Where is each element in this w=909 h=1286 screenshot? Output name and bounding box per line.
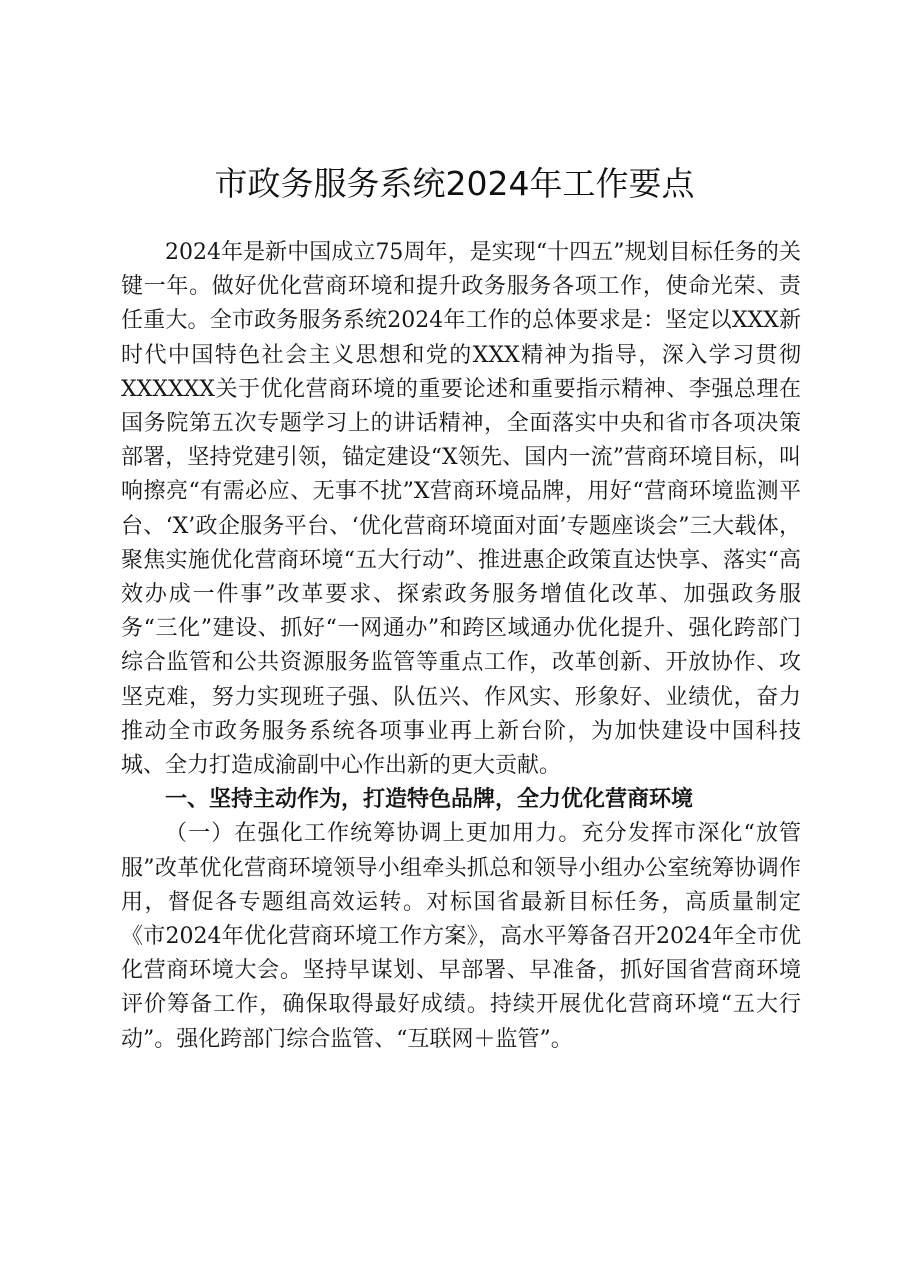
- document-body: [121, 236, 801, 1057]
- document-title: 市政务服务系统2024年工作要点: [214, 164, 695, 203]
- subsection-paragraph-1: [121, 817, 801, 1056]
- subsection-body-1: 充分发挥市深化“放管服”改革优化营商环境领导小组牵头抓总和领导小组办公室统筹协调作用，督促各专题组高效运转。对标国省最新目标任务，高质量制定《市2024年优化营商环境工作方案》，高水平筹备召开2024年全市优化营商环境大会。坚持早谋划、早部署、早准备，抓好国省营商环境评价筹备工作，确保取得最好成绩。持续开展优化营商环境“五大行动”。强化跨部门综合监管、“互联网＋监管”。: [121, 821, 801, 1052]
- intro-paragraph: 2024年是新中国成立75周年，是实现“十四五”规划目标任务的关键一年。做好优化营商环境和提升政务服务各项工作，使命光荣、责任重大。全市政务服务系统2024年工作的总体要求是：坚定以XXX新时代中国特色社会主义思想和党的XXX精神为指导，深入学习贯彻XXXXXX关于优化营商环境的重要论述和重要指示精神、李强总理在国务院第五次专题学习上的讲话精神，全面落实中央和省市各项决策部署，坚持党建引领，锚定建设“X领先、国内一流”营商环境目标，叫响擦亮“有需必应、无事不扰”X营商环境品牌，用好“营商环境监测平台、‘X’政企服务平台、‘优化营商环境面对面’专题座谈会”三大载体，聚焦实施优化营商环境“五大行动”、推进惠企政策直达快享、落实“高效办成一件事”改革要求、探索政务服务增值化改革、加强政务服务“三化”建设、抓好“一网通办”和跨区域通办优化提升、强化跨部门综合监管和公共资源服务监管等重点工作，改革创新、开放协作、攻坚克难，努力实现班子强、队伍兴、作风实、形象好、业绩优，奋力推动全市政务服务系统各项事业再上新台阶，为加快建设中国科技城、全力打造成渝副中心作出新的更大贡献。: [121, 240, 801, 779]
- subsection-heading-1: （一）在强化工作统筹协调上更加用力。: [165, 821, 582, 847]
- section-heading-1: 一、坚持主动作为，打造特色品牌，全力优化营商环境: [165, 787, 694, 813]
